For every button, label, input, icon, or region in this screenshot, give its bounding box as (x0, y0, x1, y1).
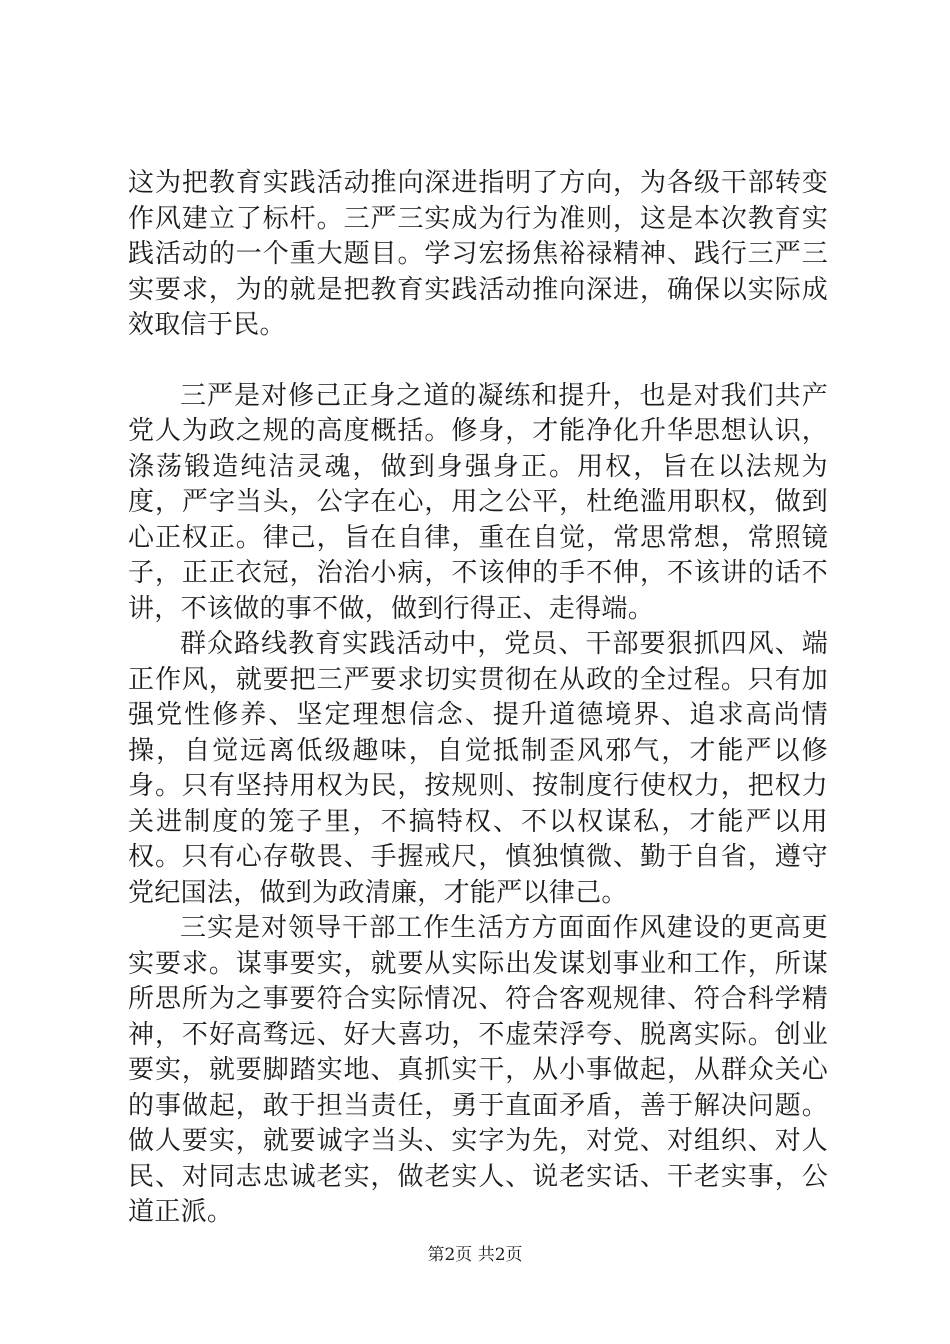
paragraph-1: 这为把教育实践活动推向深进指明了方向，为各级干部转变作风建立了标杆。三严三实成为行为准则，这是本次教育实践活动的一个重大题目。学习宏扬焦裕禄精神、践行三严三实要求，为的就是把教育实践活动推向深进，确保以实际成效取信于民。 (128, 168, 828, 340)
page-footer: 第2页 共2页 (427, 1245, 523, 1265)
paragraph-3: 群众路线教育实践活动中，党员、干部要狠抓四风、端正作风，就要把三严要求切实贯彻在从政的全过程。只有加强党性修养、坚定理想信念、提升道德境界、追求高尚情操，自觉远离低级趣味，自觉抵制歪风邪气，才能严以修身。只有坚持用权为民，按规则、按制度行使权力，把权力关进制度的笼子里，不搞特权、不以权谋私，才能严以用权。只有心存敬畏、手握戒尺，慎独慎微、勤于自省，遵守党纪国法，做到为政清廉，才能严以律己。 (128, 629, 828, 908)
paragraph-2: 三严是对修己正身之道的凝练和提升，也是对我们共产党人为政之规的高度概括。修身，才能净化升华思想认识，涤荡锻造纯洁灵魂，做到身强身正。用权，旨在以法规为度，严字当头，公字在心，用之公平，杜绝滥用职权，做到心正权正。律己，旨在自律，重在自觉，常思常想，常照镜子，正正衣冠，治治小病，不该伸的手不伸，不该讲的话不讲，不该做的事不做，做到行得正、走得端。 (128, 380, 828, 624)
document-body (128, 166, 828, 1231)
paragraph-4: 三实是对领导干部工作生活方方面面作风建设的更高更实要求。谋事要实，就要从实际出发谋划事业和工作，所谋所思所为之事要符合实际情况、符合客观规律、符合科学精神，不好高骛远、好大喜功，不虚荣浮夸、脱离实际。创业要实，就要脚踏实地、真抓实干，从小事做起，从群众关心的事做起，敢于担当责任，勇于直面矛盾，善于解决问题。做人要实，就要诚字当头、实字为先，对党、对组织、对人民、对同志忠诚老实，做老实人、说老实话、干老实事，公道正派。 (128, 913, 828, 1227)
paragraph-spacer (128, 344, 828, 379)
